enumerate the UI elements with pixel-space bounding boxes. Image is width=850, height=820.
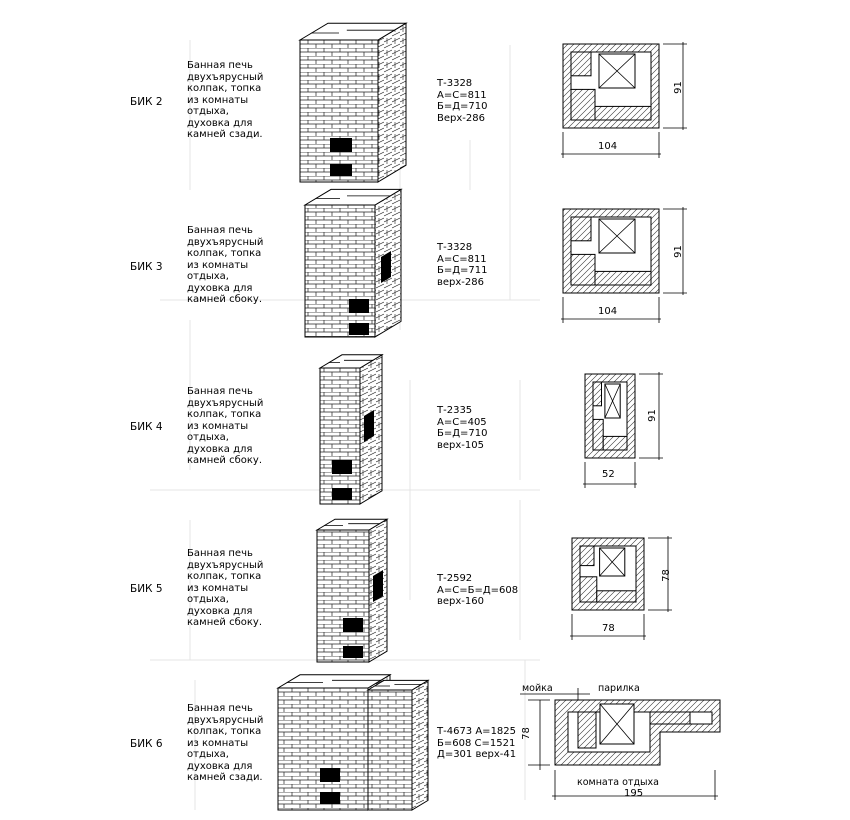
stove-spec-bik6: Т-4673 А=1825 Б=608 С=1521 Д=301 верх-41: [437, 726, 517, 760]
stove-drawing-bik6-ext: [368, 680, 428, 810]
plan-bik5: [570, 536, 672, 640]
stove-drawing-bik5: [317, 519, 387, 662]
plan-depth-bik5: 78: [660, 569, 672, 582]
stove-drawing-bik2: [300, 23, 406, 182]
plan-depth-bik6: 78: [520, 727, 532, 740]
stove-name-bik3: БИК 3: [130, 261, 163, 273]
plan-depth-bik2: 91: [672, 81, 684, 94]
stove-name-bik2: БИК 2: [130, 96, 163, 108]
stove-name-bik6: БИК 6: [130, 738, 163, 750]
label-steam-room: парилка: [598, 683, 640, 694]
stove-spec-bik2: Т-3328 А=С=811 Б=Д=710 Верх-286: [437, 78, 488, 124]
stove-desc-bik2: Банная печь двухъярусный колпак, топка из комнаты отдыха, духовка для камней сзади.: [187, 60, 264, 140]
plan-width-bik5: 78: [602, 623, 615, 634]
plan-depth-bik4: 91: [646, 409, 658, 422]
plan-bik4: [583, 372, 663, 488]
plan-depth-bik3: 91: [672, 245, 684, 258]
stove-name-bik5: БИК 5: [130, 583, 163, 595]
plan-bik3: [561, 207, 687, 323]
stove-desc-bik5: Банная печь двухъярусный колпак, топка из комнаты отдыха, духовка для камней сбоку.: [187, 548, 264, 628]
stove-spec-bik3: Т-3328 А=С=811 Б=Д=711 верх-286: [437, 242, 488, 288]
stove-drawing-bik4: [320, 355, 382, 504]
stove-desc-bik4: Банная печь двухъярусный колпак, топка из комнаты отдыха, духовка для камней сбоку.: [187, 386, 264, 466]
plan-width-bik4: 52: [602, 469, 615, 480]
stove-drawing-bik3: [305, 189, 401, 337]
label-rest-room: комната отдыха: [577, 777, 659, 788]
plan-bik2: [561, 42, 687, 158]
stove-desc-bik6: Банная печь двухъярусный колпак, топка из комнаты отдыха, духовка для камней сзади.: [187, 703, 264, 783]
stove-name-bik4: БИК 4: [130, 421, 163, 433]
stove-desc-bik3: Банная печь двухъярусный колпак, топка из комнаты отдыха, духовка для камней сбоку.: [187, 225, 264, 305]
plan-width-bik6: 195: [624, 788, 644, 799]
stove-spec-bik4: Т-2335 А=С=405 Б=Д=710 верх-105: [437, 405, 488, 451]
stove-spec-bik5: Т-2592 А=С=Б=Д=608 верх-160: [437, 573, 519, 607]
label-washroom: мойка: [522, 683, 553, 694]
plan-width-bik3: 104: [598, 306, 618, 317]
plan-width-bik2: 104: [598, 141, 618, 152]
